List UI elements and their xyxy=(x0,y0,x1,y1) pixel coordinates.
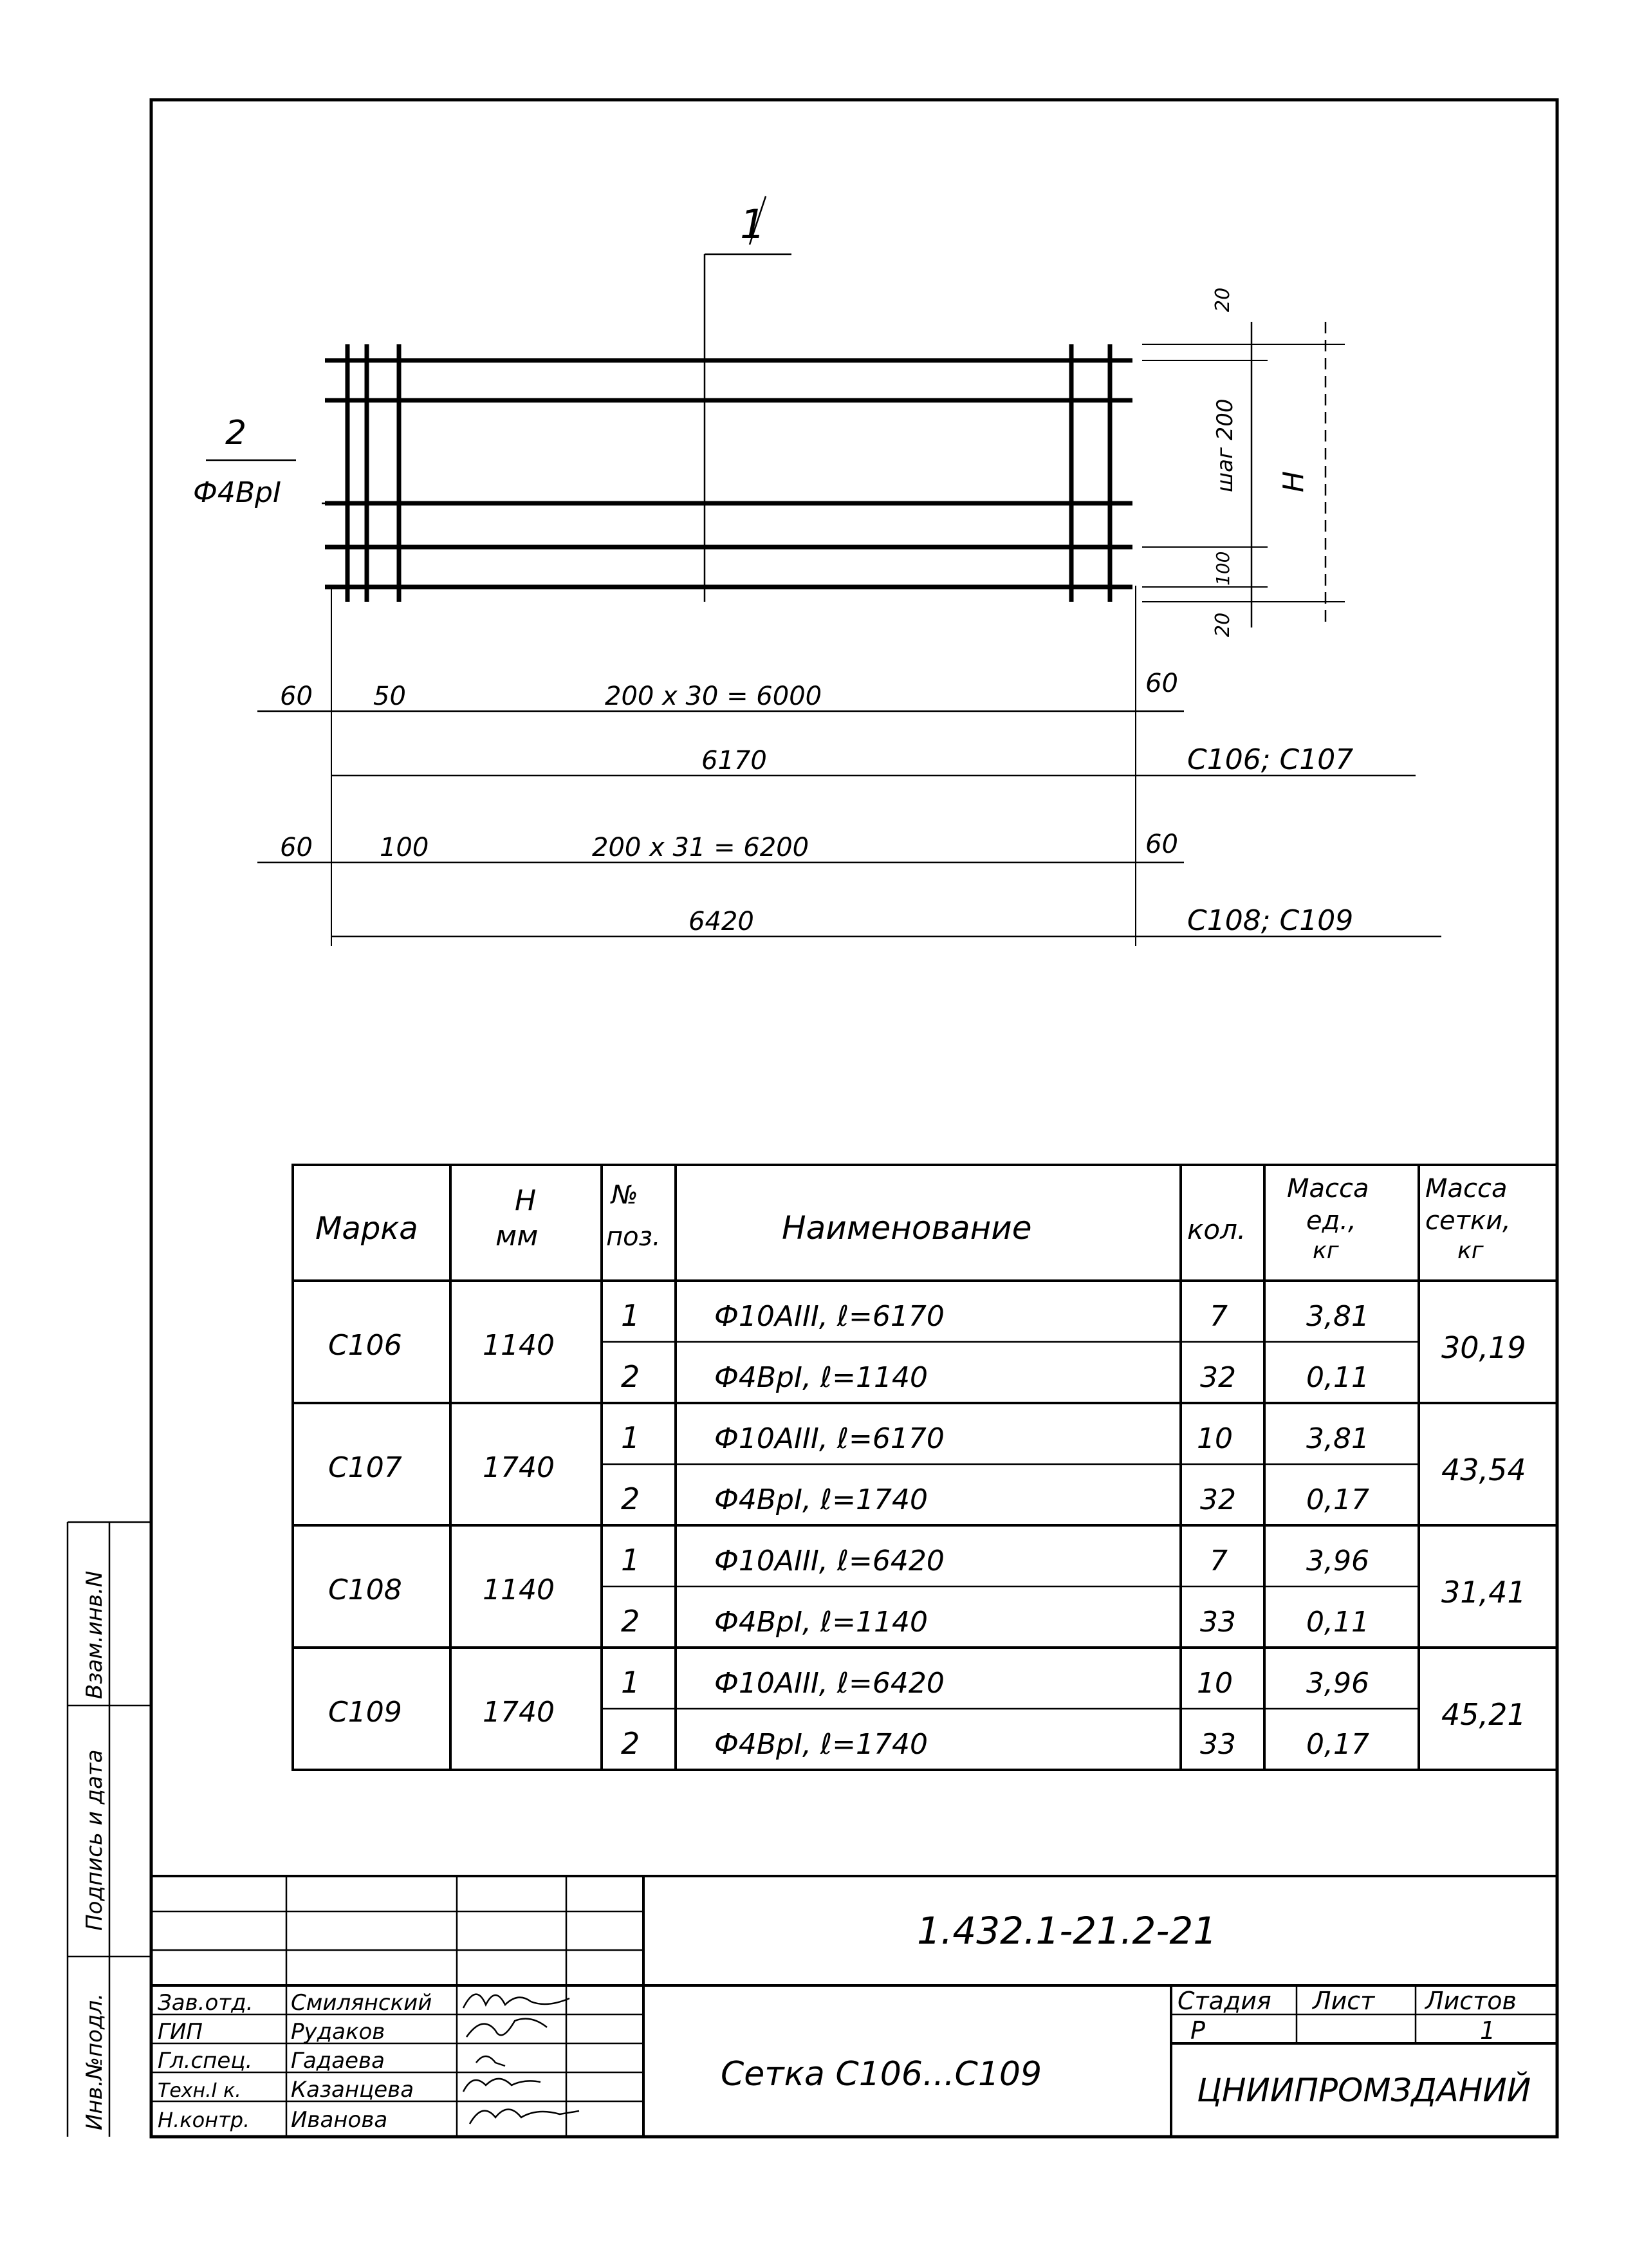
dim-marks: С106; С107 xyxy=(1187,743,1354,776)
row-pos: 1 xyxy=(621,1665,640,1700)
signer-name: Смилянский xyxy=(291,1990,432,2016)
row-unit-mass: 0,17 xyxy=(1306,1483,1369,1516)
signature-scribble xyxy=(476,2056,505,2066)
row-item-name: Ф4ВрI, ℓ=1140 xyxy=(714,1606,928,1639)
signature-scribble xyxy=(466,2019,547,2037)
table-row xyxy=(328,1420,1526,1516)
row-qty: 33 xyxy=(1200,1728,1236,1761)
header-height: Н xyxy=(515,1184,537,1217)
row-pos: 1 xyxy=(621,1298,640,1333)
signer-role: Техн.I к. xyxy=(158,2079,241,2102)
section-mark: 1 xyxy=(740,201,766,248)
dim-spacing: шаг 200 xyxy=(1212,398,1238,492)
header-qty: кол. xyxy=(1187,1214,1246,1245)
row-height: 1740 xyxy=(483,1451,555,1484)
dim-right-edge: 60 xyxy=(1145,669,1178,698)
stage-value: Р xyxy=(1190,2016,1205,2045)
organization: ЦНИИПРОМЗДАНИЙ xyxy=(1197,2072,1531,2109)
row-total-mass: 30,19 xyxy=(1441,1330,1526,1365)
signer-name: Гадаева xyxy=(291,2048,385,2074)
dims-c108-c109 xyxy=(257,792,1441,946)
header-net-mass-2: сетки, xyxy=(1425,1206,1511,1236)
signer-role: Н.контр. xyxy=(158,2108,250,2132)
row-item-name: Ф4ВрI, ℓ=1740 xyxy=(714,1728,928,1761)
dims-c106-c107 xyxy=(257,586,1416,792)
dim-total: 6170 xyxy=(701,746,767,776)
header-unit-mass-2: ед., xyxy=(1306,1206,1356,1236)
doc-code: 1.432.1-21.2-21 xyxy=(917,1909,1217,1953)
signer-role: ГИП xyxy=(158,2019,203,2045)
row-total-mass: 43,54 xyxy=(1441,1453,1526,1487)
signer-name: Казанцева xyxy=(291,2077,414,2103)
stage-label: Стадия xyxy=(1178,1987,1271,2015)
signature-scribble xyxy=(470,2110,579,2124)
dim-span: 200 x 31 = 6200 xyxy=(592,833,809,862)
header-mark: Марка xyxy=(315,1211,418,1247)
header-pos: № xyxy=(611,1180,638,1210)
row-qty: 32 xyxy=(1200,1483,1236,1516)
row-mark: С106 xyxy=(328,1329,402,1362)
vertical-dimensions xyxy=(1142,288,1345,637)
header-unit-mass-3: кг xyxy=(1313,1238,1339,1264)
row-qty: 10 xyxy=(1197,1667,1233,1700)
sheets-value: 1 xyxy=(1480,2016,1496,2045)
row-pos: 2 xyxy=(621,1604,640,1639)
row-qty: 33 xyxy=(1200,1606,1236,1639)
spec-table xyxy=(293,1165,1557,1770)
row-item-name: Ф10АIII, ℓ=6170 xyxy=(714,1422,945,1455)
row-item-name: Ф4ВрI, ℓ=1140 xyxy=(714,1361,928,1394)
row-pos: 2 xyxy=(621,1359,640,1394)
row-qty: 7 xyxy=(1210,1545,1228,1577)
row-total-mass: 45,21 xyxy=(1441,1697,1526,1732)
header-net-mass-3: кг xyxy=(1457,1238,1484,1264)
dim-total: 6420 xyxy=(688,907,754,936)
row-mark: С109 xyxy=(328,1696,402,1729)
sheet-frame xyxy=(151,100,1557,2137)
drawing-title: Сетка С106...С109 xyxy=(721,2055,1042,2094)
dim-left-edge: 60 xyxy=(280,833,313,862)
row-item-name: Ф10АIII, ℓ=6420 xyxy=(714,1545,945,1577)
row-qty: 32 xyxy=(1200,1361,1236,1394)
row-pos: 2 xyxy=(621,1726,640,1761)
row-qty: 10 xyxy=(1197,1422,1233,1455)
header-pos-2: поз. xyxy=(606,1222,661,1252)
side-stamp xyxy=(68,1522,151,2137)
dim-bottom-edge: 20 xyxy=(1212,612,1234,637)
mesh-drawing xyxy=(193,196,1441,946)
stamp-signature-date: Подпись и дата xyxy=(82,1749,107,1931)
signer-role: Зав.отд. xyxy=(158,1990,254,2016)
dim-span: 200 x 30 = 6000 xyxy=(605,682,822,711)
dim-top-edge: 20 xyxy=(1212,287,1234,312)
header-height-unit: мм xyxy=(495,1220,539,1252)
signer-name: Иванова xyxy=(291,2107,388,2133)
stamp-replace-inv: Взам.инв.N xyxy=(82,1570,107,1699)
row-item-name: Ф10АIII, ℓ=6420 xyxy=(714,1667,945,1700)
table-row xyxy=(328,1543,1526,1639)
row-total-mass: 31,41 xyxy=(1441,1575,1526,1610)
header-net-mass: Масса xyxy=(1425,1174,1508,1204)
signer-role: Гл.спец. xyxy=(158,2048,253,2074)
signer-name: Рудаков xyxy=(291,2019,385,2045)
title-block xyxy=(151,1876,1557,2137)
signature-scribble xyxy=(463,2079,540,2092)
row-height: 1140 xyxy=(483,1574,555,1606)
row-unit-mass: 3,96 xyxy=(1306,1667,1369,1700)
dim-right-edge: 60 xyxy=(1145,830,1178,859)
row-unit-mass: 3,81 xyxy=(1306,1422,1369,1455)
row-unit-mass: 0,17 xyxy=(1306,1728,1369,1761)
callout-diameter: Ф4ВрI xyxy=(193,476,281,509)
dim-left-edge: 60 xyxy=(280,682,313,711)
table-row xyxy=(328,1665,1526,1761)
dim-left-offset: 50 xyxy=(373,682,406,711)
row-pos: 1 xyxy=(621,1543,640,1577)
header-unit-mass: Масса xyxy=(1287,1174,1369,1204)
stamp-inv-original: Инв.№подл. xyxy=(82,1993,107,2130)
row-item-name: Ф4ВрI, ℓ=1740 xyxy=(714,1483,928,1516)
dim-bottom-gap: 100 xyxy=(1212,551,1233,586)
table-row xyxy=(328,1298,1526,1394)
dim-marks: С108; С109 xyxy=(1187,904,1354,937)
row-height: 1140 xyxy=(483,1329,555,1362)
row-unit-mass: 0,11 xyxy=(1306,1361,1369,1394)
sheets-label: Листов xyxy=(1425,1987,1517,2015)
row-height: 1740 xyxy=(483,1696,555,1729)
signature-scribble xyxy=(463,1994,569,2008)
dim-height: H xyxy=(1277,470,1310,492)
row-pos: 2 xyxy=(621,1482,640,1516)
row-pos: 1 xyxy=(621,1420,640,1455)
row-unit-mass: 3,96 xyxy=(1306,1545,1369,1577)
dim-left-offset: 100 xyxy=(380,833,429,862)
sheet-label: Лист xyxy=(1313,1987,1375,2015)
row-mark: С107 xyxy=(328,1451,402,1484)
row-unit-mass: 0,11 xyxy=(1306,1606,1369,1639)
row-item-name: Ф10АIII, ℓ=6170 xyxy=(714,1300,945,1333)
row-unit-mass: 3,81 xyxy=(1306,1300,1369,1333)
row-mark: С108 xyxy=(328,1574,402,1606)
callout-position: 2 xyxy=(225,414,247,452)
header-name: Наименование xyxy=(782,1209,1032,1247)
row-qty: 7 xyxy=(1210,1300,1228,1333)
